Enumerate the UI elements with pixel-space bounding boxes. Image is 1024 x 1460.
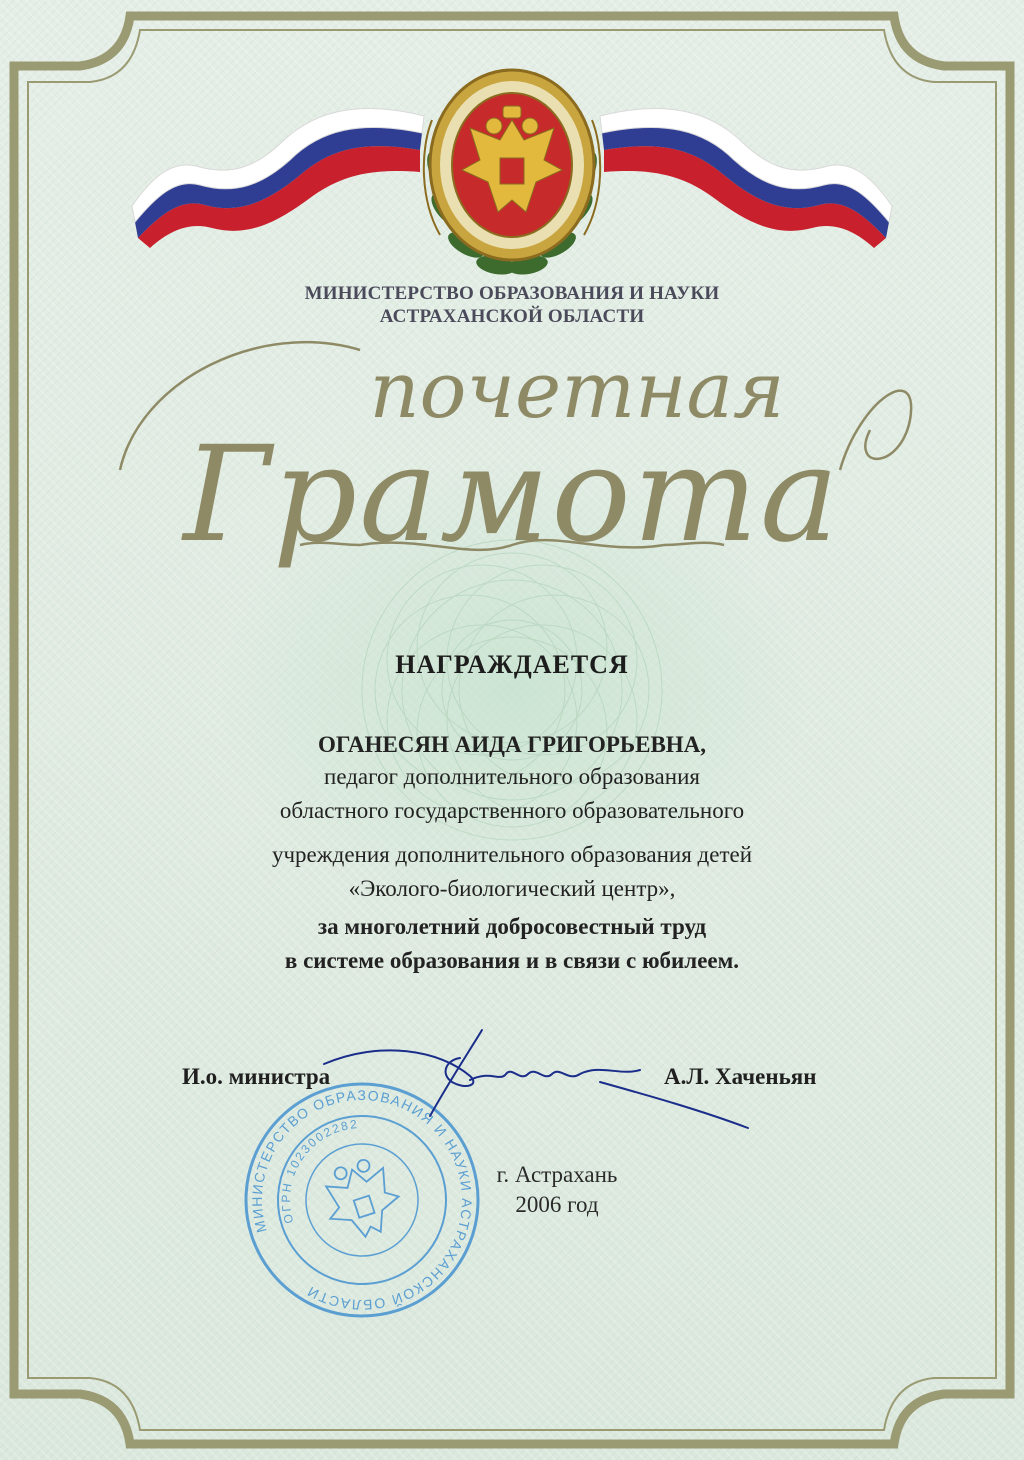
position-line-1: педагог дополнительного образования: [324, 764, 700, 789]
ministry-line-1: МИНИСТЕРСТВО ОБРАЗОВАНИЯ И НАУКИ: [304, 283, 720, 304]
stamp-inner-text: ОГРН 1023002282: [278, 1116, 360, 1225]
reason-line-2: в системе образования и в связи с юбилеем.: [284, 948, 740, 973]
title-pochetnaya: почетная: [369, 346, 785, 436]
signatory-role: И.о. министра: [182, 1064, 331, 1089]
award-heading: НАГРАЖДАЕТСЯ: [395, 650, 629, 679]
signatory-name: А.Л. Хаченьян: [664, 1064, 817, 1089]
city: г. Астрахань: [496, 1162, 618, 1187]
position-line-2: областного государственного образовательного: [279, 798, 745, 823]
reason-line-1: за многолетний добросовестный труд: [317, 914, 707, 939]
stamp-outer-text: МИНИСТЕРСТВО ОБРАЗОВАНИЯ И НАУКИ АСТРАХАНСКОЙ ОБЛАСТИ: [248, 1086, 476, 1314]
ministry-line-2: АСТРАХАНСКОЙ ОБЛАСТИ: [379, 306, 645, 327]
year: 2006 год: [515, 1192, 599, 1217]
title-gramota: Грамота: [183, 418, 841, 572]
position-line-3: учреждения дополнительного образования детей: [271, 842, 753, 867]
position-line-4: «Эколого-биологический центр»,: [348, 876, 676, 901]
recipient-name: ОГАНЕСЯН АИДА ГРИГОРЬЕВНА,: [317, 732, 707, 757]
